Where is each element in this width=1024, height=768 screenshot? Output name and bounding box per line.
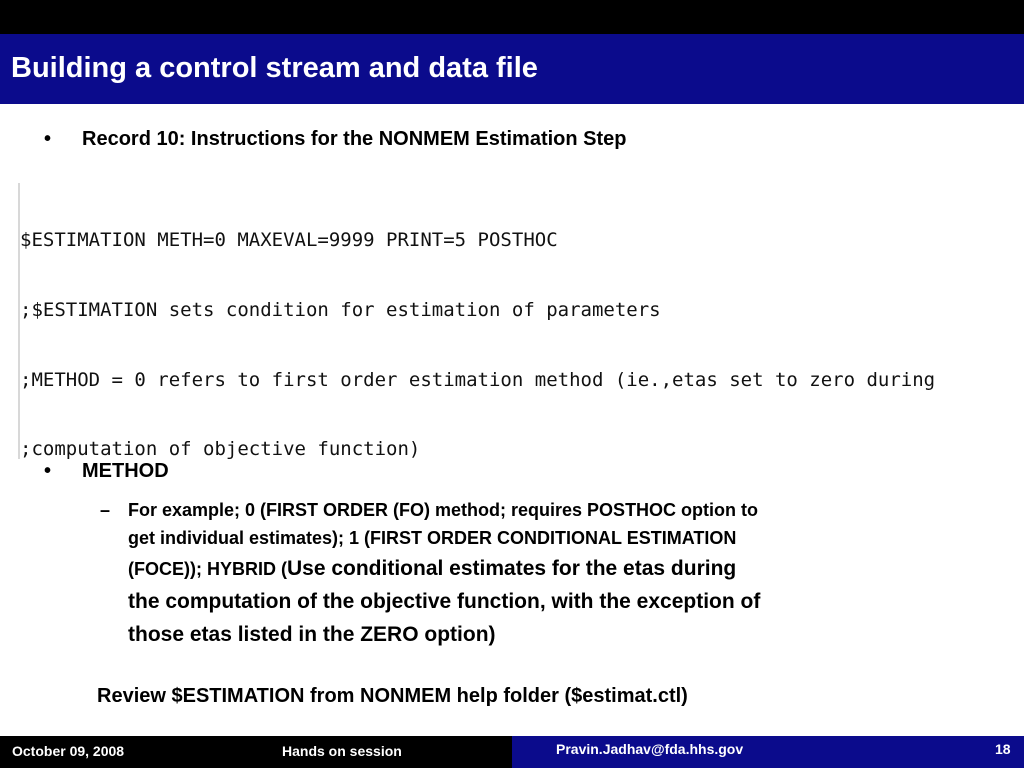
code-snippet: [18, 183, 1010, 459]
bullet-method: [44, 460, 169, 483]
bullet-text: METHOD: [82, 460, 169, 482]
method-sub-item: [100, 496, 950, 651]
title-bar: [0, 34, 1024, 104]
method-line-mixed: [128, 552, 943, 585]
method-line: those etas listed in the ZERO option): [128, 623, 496, 646]
slide-title: Building a control stream and data file: [11, 52, 538, 84]
method-line: the computation of the objective function, with the exception of: [128, 590, 761, 613]
review-note: Review $ESTIMATION from NONMEM help folder ($estimat.ctl): [97, 685, 688, 707]
footer-email: Pravin.Jadhav@fda.hhs.gov: [556, 741, 744, 757]
code-line: ;$ESTIMATION sets condition for estimation of parameters: [20, 299, 661, 321]
bullet-text: Record 10: Instructions for the NONMEM Estimation Step: [82, 128, 627, 150]
method-line: For example; 0 (FIRST ORDER (FO) method; requires POSTHOC option to: [128, 500, 759, 520]
code-line: ;computation of objective function): [20, 438, 421, 459]
method-line: Use conditional estimates for the etas during: [286, 557, 737, 580]
method-line: get individual estimates); 1 (FIRST ORDER CONDITIONAL ESTIMATION: [128, 528, 737, 548]
code-line: ;METHOD = 0 refers to first order estimation method (ie.,etas set to zero during: [20, 368, 936, 391]
method-detail-text: [128, 496, 943, 651]
bullet-icon: •: [44, 128, 52, 150]
footer-date: October 09, 2008: [12, 743, 125, 759]
method-line: (FOCE)); HYBRID (: [128, 559, 287, 579]
top-black-strip: [0, 0, 1024, 34]
bullet-icon: •: [44, 460, 52, 482]
footer-session: Hands on session: [282, 743, 402, 759]
code-line: $ESTIMATION METH=0 MAXEVAL=9999 PRINT=5 POSTHOC: [20, 229, 558, 252]
page-number: 18: [995, 741, 1011, 757]
footer-left-panel: [0, 736, 512, 768]
dash-icon: –: [100, 500, 111, 520]
bullet-record-10: [44, 128, 627, 151]
footer-bar: [0, 736, 1024, 768]
